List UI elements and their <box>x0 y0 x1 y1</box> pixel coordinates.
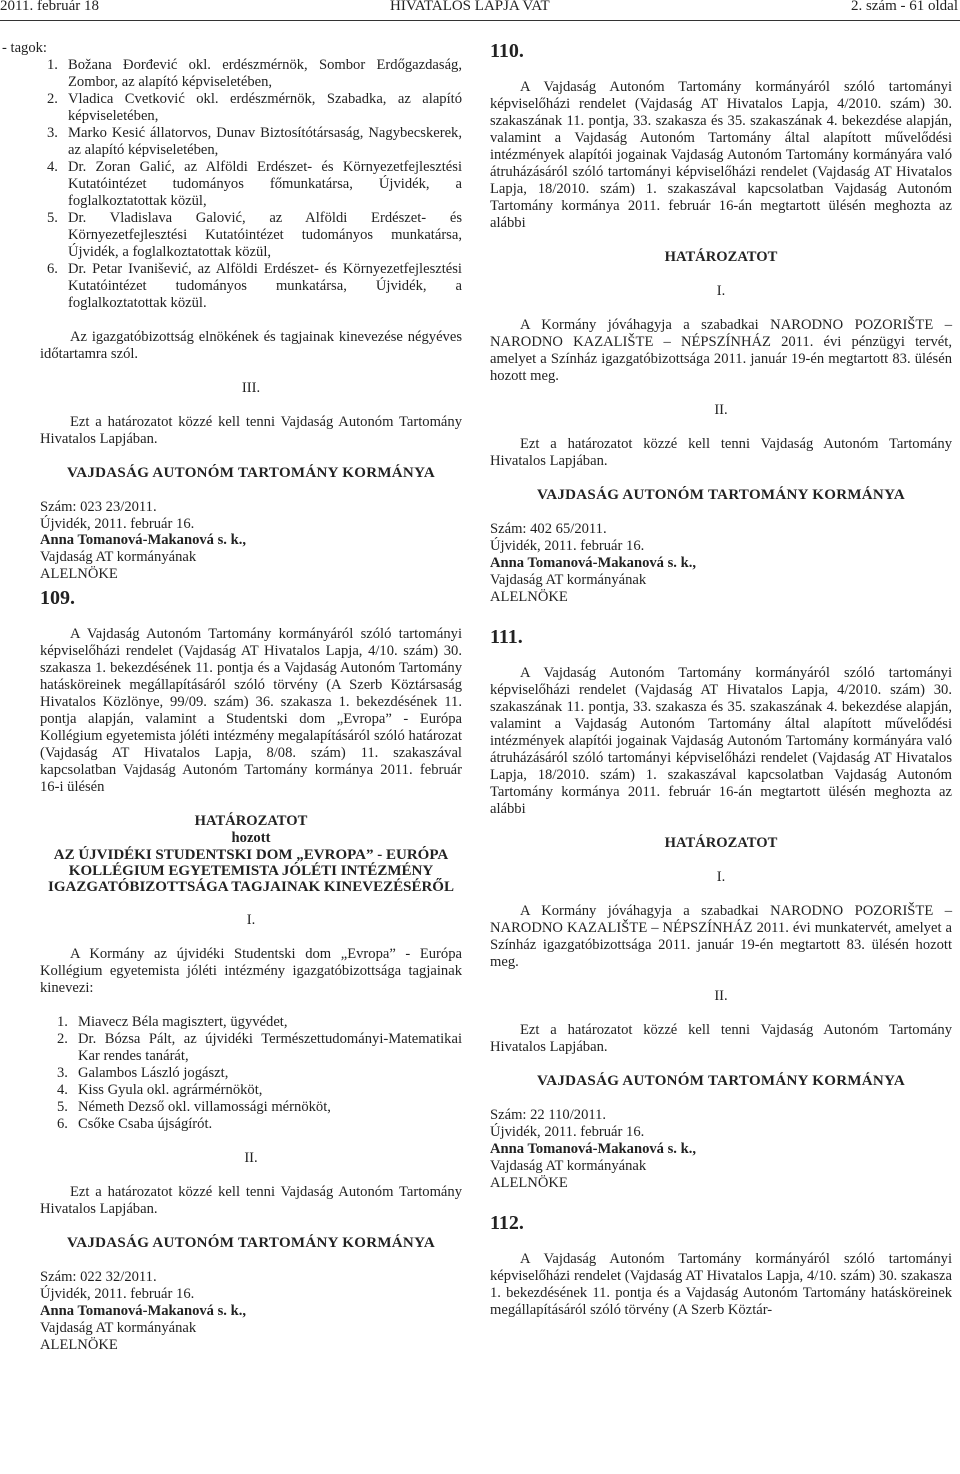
header-publication: HIVATALOS LAPJA VAT <box>390 0 550 14</box>
section-heading: II. <box>714 402 728 418</box>
document-number: Szám: 402 65/2011. <box>490 521 607 537</box>
list-item: 2. Vladica Cvetković okl. erdészmérnök, Szabadka, az alapító képviseletében, <box>47 91 462 124</box>
section-heading: I. <box>246 912 256 928</box>
right-column <box>490 40 952 1319</box>
section-heading: III. <box>241 380 261 396</box>
left-column <box>2 40 462 1354</box>
header-rule <box>0 20 960 21</box>
list-item: 3. Galambos László jogászt, <box>57 1065 229 1081</box>
section-heading: I. <box>716 283 726 299</box>
signatory-name: Anna Tomanová-Makanová s. k., <box>490 555 696 571</box>
signatory-name: Anna Tomanová-Makanová s. k., <box>40 1303 246 1319</box>
signatory-role: Vajdaság AT kormányának <box>40 1320 197 1336</box>
decision-preamble: A Vajdaság Autonóm Tartomány kormányáról szóló tartományi képviselőházi rendelet (Vajdaság AT Hivatalos Lapja, 4/2010. szám) 30. szakaszának 11. pontja, 33. szakasza és 35. szakaszának 4. bekezdése alapján, valamint a Vajdaság Autonóm Tartomány által alapított művelődési intézmények alapítói jogainak Vajdaság Autonóm Tartomány kormányára való átruházásáról szóló tartományi képviselőházi rendelet (Vajdaság AT Hivatalos Lapja, 18/2010. szám) 1. szakaszával kapcsolatban Vajdaság Autonóm Tartomány kormánya 2011. február 16-án megtartott ülésén meghozta az alábbi <box>490 79 952 231</box>
decision-number: 109. <box>40 587 75 609</box>
decision-heading: HATÁROZATOT <box>664 249 778 265</box>
list-item: 1. Božana Đorđević okl. erdészmérnök, Sombor Erdőgazdaság, Zombor, az alapító képviseletében, <box>47 57 462 90</box>
government-heading: VAJDASÁG AUTONÓM TARTOMÁNY KORMÁNYA <box>67 1235 435 1251</box>
members-intro: - tagok: <box>2 40 47 56</box>
header-page-number: 2. szám - 61 oldal <box>850 0 958 14</box>
document-number: Szám: 22 110/2011. <box>490 1107 607 1123</box>
signatory-title: ALELNÖKE <box>490 589 568 605</box>
government-heading: VAJDASÁG AUTONÓM TARTOMÁNY KORMÁNYA <box>537 487 905 503</box>
decision-preamble: A Vajdaság Autonóm Tartomány kormányáról szóló tartományi képviselőházi rendelet (Vajdaság AT Hivatalos Lapja, 4/10. szám) 30. szakasza 1. bekezdésének 11. pontja és a Vajdaság Autonóm Tartomány hatásköreinek megállapításáról szóló törvény (A Szerb Köztársaság Hivatalos Közlönye, 99/09. szám) 36. szakasza 1. bekezdésének 11. pontja alapján, valamint a Studentski dom „Evropa” - Európa Kollégium egyetemista jóléti intézmény megalapításáról szóló határozat (Vajdaság AT Hivatalos Lapja, 8/08. szám) 11. szakaszával kapcsolatban Vajdaság Autonóm Tartomány kormánya 2011. február 16-i ülésén <box>40 626 462 795</box>
list-item: 5. Dr. Vladislava Galović, az Alföldi Erdészet- és Környezetfejlesztési Kutatóintézet tudományos munkatársa, Újvidék, a foglalkoztatottak közül, <box>47 210 462 260</box>
decision-body: A Kormány jóváhagyja a szabadkai NARODNO POZORIŠTE – NARODNO KAZALIŠTE – NÉPSZÍNHÁZ 2011. évi pénzügyi tervét, amelyet a Színház igazgatóbizottsága 2011. január 19-én megtartott 83. ülésén hozott meg. <box>490 317 952 384</box>
decision-body: A Kormány jóváhagyja a szabadkai NARODNO POZORIŠTE – NARODNO KAZALIŠTE – NÉPSZÍNHÁZ 2011. évi munkatervét, amelyet a Színház igazgatóbizottsága 2011. január 19-én megtartott 83. ülésén hozott meg. <box>490 903 952 970</box>
signatory-name: Anna Tomanová-Makanová s. k., <box>40 532 246 548</box>
list-item: 5. Németh Dezső okl. villamossági mérnököt, <box>57 1099 331 1115</box>
publish-paragraph: Ezt a határozatot közzé kell tenni Vajdaság Autonóm Tartomány Hivatalos Lapjában. <box>490 1022 952 1055</box>
section-heading: II. <box>244 1150 258 1166</box>
list-item: 1. Miavecz Béla magisztert, ügyvédet, <box>57 1014 288 1030</box>
document-date: Újvidék, 2011. február 16. <box>40 516 195 532</box>
signature-block <box>40 532 462 583</box>
document-date: Újvidék, 2011. február 16. <box>490 538 645 554</box>
publish-paragraph: Ezt a határozatot közzé kell tenni Vajdaság Autonóm Tartomány Hivatalos Lapjában. <box>40 414 462 447</box>
signatory-role: Vajdaság AT kormányának <box>490 572 647 588</box>
signatory-name: Anna Tomanová-Makanová s. k., <box>490 1141 696 1157</box>
signatory-title: ALELNÖKE <box>40 566 118 582</box>
members-list <box>30 57 462 312</box>
list-item: 3. Marko Kesić állatorvos, Dunav Biztosítótársaság, Nagybecskerek, az alapító képviseletében, <box>47 125 462 158</box>
signatory-role: Vajdaság AT kormányának <box>490 1158 647 1174</box>
publish-paragraph: Ezt a határozatot közzé kell tenni Vajdaság Autonóm Tartomány Hivatalos Lapjában. <box>40 1184 462 1217</box>
document-date: Újvidék, 2011. február 16. <box>490 1124 645 1140</box>
signatory-role: Vajdaság AT kormányának <box>40 549 197 565</box>
header-date: 2011. február 18 <box>0 0 99 14</box>
section-heading: I. <box>716 869 726 885</box>
decision-preamble: A Vajdaság Autonóm Tartomány kormányáról szóló tartományi képviselőházi rendelet (Vajdaság AT Hivatalos Lapja, 4/2010. szám) 30. szakaszának 11. pontja, 33. szakasza és 35. szakaszának 4. bekezdése alapján, valamint a Vajdaság Autonóm Tartomány által alapított művelődési intézmények alapítói jogainak Vajdaság Autonóm Tartomány kormányára való átruházásáról szóló tartományi képviselőházi rendelet (Vajdaság AT Hivatalos Lapja, 18/2010. szám) 1. szakaszával kapcsolatban Vajdaság Autonóm Tartomány kormánya 2011. február 16-án megtartott ülésén meghozta az alábbi <box>490 665 952 817</box>
list-item: 2. Dr. Bózsa Pált, az újvidéki Természettudományi-Matematikai Kar rendes tanárát, <box>57 1031 462 1064</box>
decision-hozott: hozott <box>231 830 271 846</box>
list-item: 6. Dr. Petar Ivanišević, az Alföldi Erdészet- és Környezetfejlesztési Kutatóintézet tudományos munkatársa, Újvidék, a foglalkoztatottak közül. <box>47 261 462 311</box>
decision-number: 111. <box>490 626 523 648</box>
document-number: Szám: 022 32/2011. <box>40 1269 157 1285</box>
signature-block <box>490 1141 952 1192</box>
section-heading: II. <box>714 988 728 1004</box>
list-item: 6. Csőke Csaba újságírót. <box>57 1116 213 1132</box>
document-number: Szám: 023 23/2011. <box>40 499 157 515</box>
government-heading: VAJDASÁG AUTONÓM TARTOMÁNY KORMÁNYA <box>537 1073 905 1089</box>
decision-number: 112. <box>490 1212 524 1234</box>
government-heading: VAJDASÁG AUTONÓM TARTOMÁNY KORMÁNYA <box>67 465 435 481</box>
list-item: 4. Dr. Zoran Galić, az Alföldi Erdészet- és Környezetfejlesztési Kutatóintézet tudományos főmunkatársa, Újvidék, a foglalkoztatottak közül, <box>47 159 462 209</box>
signature-block <box>40 1303 462 1354</box>
decision-title: AZ ÚJVIDÉKI STUDENTSKI DOM „EVROPA” - EURÓPA KOLLÉGIUM EGYETEMISTA JÓLÉTI INTÉZMÉNY IGAZGATÓBIZOTTSÁGA TAGJAINAK KINEVEZÉSÉRŐL <box>48 847 454 895</box>
list-item: 4. Kiss Gyula okl. agrármérnököt, <box>57 1082 263 1098</box>
appointees-list <box>40 1014 462 1133</box>
signatory-title: ALELNÖKE <box>40 1337 118 1353</box>
signatory-title: ALELNÖKE <box>490 1175 568 1191</box>
decision-heading: HATÁROZATOT <box>664 835 778 851</box>
decision-heading: HATÁROZATOT <box>194 813 308 829</box>
term-paragraph: Az igazgatóbizottság elnökének és tagjainak kinevezése négyéves időtartamra szól. <box>40 329 462 362</box>
document-date: Újvidék, 2011. február 16. <box>40 1286 195 1302</box>
decision-body: A Kormány az újvidéki Studentski dom „Evropa” - Európa Kollégium egyetemista jóléti intézmény igazgatóbizottsága tagjainak kinevezi: <box>40 946 462 996</box>
decision-number: 110. <box>490 40 524 62</box>
decision-preamble: A Vajdaság Autonóm Tartomány kormányáról szóló tartományi képviselőházi rendelet (Vajdaság AT Hivatalos Lapja, 4/10. szám) 30. szakasza 1. bekezdésének 11. pontja és a Vajdaság Autonóm Tartomány hatásköreinek megállapításáról szóló törvény (A Szerb Köztár- <box>490 1251 952 1318</box>
signature-block <box>490 555 952 606</box>
page-header <box>0 0 960 19</box>
publish-paragraph: Ezt a határozatot közzé kell tenni Vajdaság Autonóm Tartomány Hivatalos Lapjában. <box>490 436 952 469</box>
